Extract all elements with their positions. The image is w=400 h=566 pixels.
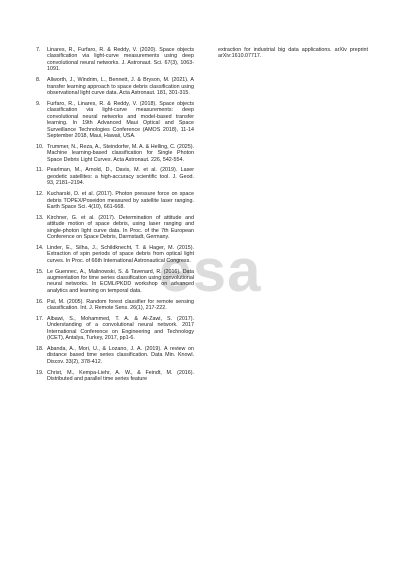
reference-item <box>36 144 194 163</box>
reference-item <box>36 101 194 140</box>
reference-number: 16. <box>36 298 44 305</box>
reference-text: Kucharski, D. et al. (2017). Photon pressure force on space debris TOPEX/Poseidon measured by satellite laser ranging. Earth Space Sci. 4(10), 661-668. <box>47 191 194 210</box>
reference-text: Linares, R., Furfaro, R. & Reddy, V. (2020). Space objects classification via light-curve measurements using deep convolutional neural networks. J. Astronaut. Sci. 67(3), 1063-1091. <box>47 47 194 73</box>
reference-text: Linder, E., Silha, J., Schildknecht, T. & Hager, M. (2015). Extraction of spin periods of space debris from optical light curves. In Proc. of 66th International Astronautical Congress. <box>47 244 194 264</box>
esa-watermark: esa <box>158 237 262 304</box>
reference-number: 15. <box>36 268 44 275</box>
reference-item <box>36 47 194 73</box>
reference-number: 10. <box>36 143 44 150</box>
reference-number: 13. <box>36 214 44 221</box>
reference-text: Furfaro, R., Linares, R. & Reddy, V. (2018). Space objects classification via light-curve measurements: deep convolutional neural networks and model-based transfer learning. In 19th Advanced Maui Optical and Space Surveillance Technologies Conference (AMOS 2018), 11-14 September 2018, Maui, Hawaii, USA. <box>47 100 194 140</box>
references-left-column <box>36 47 194 387</box>
reference-text: Le Guennec, A., Malinowski, S. & Tavenard, R. (2016). Data augmentation for time series classification using convolutional neural networks. In ECML/PKDD workshop on advanced analytics and learning on temporal data. <box>47 268 194 294</box>
reference-item <box>36 316 194 342</box>
reference-number: 14. <box>36 244 44 251</box>
reference-text: Christ, M., Kempa-Liehr, A. W., & Feindt, M. (2016). Distributed and parallel time series feature <box>47 369 194 383</box>
reference-number: 7. <box>36 47 41 53</box>
reference-item <box>36 167 194 186</box>
reference-item <box>36 215 194 241</box>
reference-item <box>36 269 194 295</box>
reference-number: 8. <box>36 77 41 84</box>
reference-text: Pal, M. (2005). Random forest classifier for remote sensing classification. Int. J. Remote Sens. 26(1), 217-222. <box>47 298 194 312</box>
reference-text: Trummer, N., Reza, A., Steindorfer, M. A. & Helling, C. (2025). Machine learning-based classification for Single Photon Space Debris Light Curves. Acta Astronaut. 226, 542-554. <box>47 143 194 163</box>
reference-text: Abanda, A., Mori, U., & Lozano, J. A. (2019). A review on distance based time series classification. Data Min. Knowl. Discov. 33(2), 378-412. <box>47 345 194 365</box>
reference-text: Allworth, J., Windrim, L., Bennett, J. & Bryson, M. (2021). A transfer learning approach to space debris classification using observational light curve data. Acta Astronaut. 181, 301-315. <box>47 77 194 97</box>
reference-continuation: extraction for industrial big data applications. arXiv preprint arXiv:1610.07717. <box>218 47 368 60</box>
reference-text: Albawi, S., Mohammed, T. A. & Al-Zawi, S. (2017). Understanding of a convolutional neural network. 2017 International Conference on Engineering and Technology (ICET), Antalya, Turkey, 2017, pp1-6. <box>47 315 194 342</box>
reference-item <box>36 370 194 383</box>
reference-number: 18. <box>36 345 44 352</box>
reference-item <box>36 299 194 312</box>
reference-number: 12. <box>36 191 44 198</box>
reference-item <box>36 346 194 365</box>
reference-item <box>36 245 194 264</box>
reference-item <box>36 77 194 96</box>
reference-text: Pearlman, M., Arnold, D., Davis, M. et al. (2019). Laser geodetic satellites: a high-accuracy scientific tool. J. Geod. 93, 2181–2194. <box>47 167 194 187</box>
reference-text: Kirchner, G. et al. (2017). Determination of attitude and attitude motion of space debris, using laser ranging and single-photon light curve data. In Proc. of the 7th European Conference on Space Debris, Darmstadt, Germany. <box>47 214 194 241</box>
reference-number: 19. <box>36 369 44 376</box>
reference-number: 11. <box>36 167 44 174</box>
reference-number: 9. <box>36 100 41 107</box>
reference-number: 17. <box>36 315 44 322</box>
references-right-column <box>218 47 368 60</box>
reference-item <box>36 191 194 210</box>
